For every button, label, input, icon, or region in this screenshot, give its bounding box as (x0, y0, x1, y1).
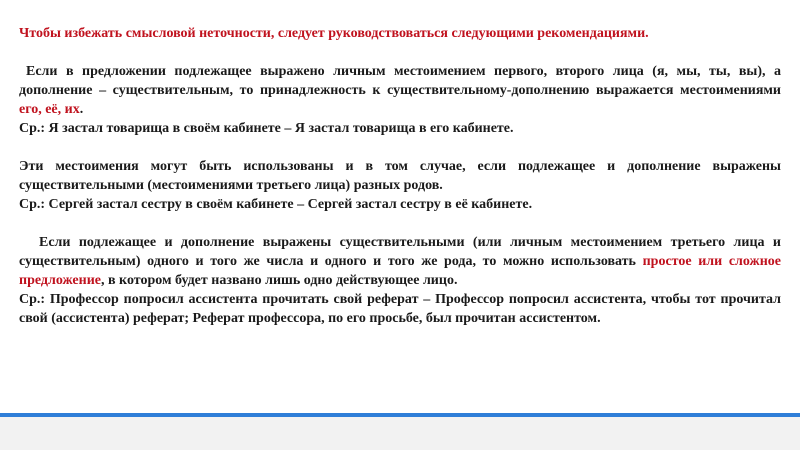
example-1: Ср.: Я застал товарища в своём кабинете – Я застал товарища в его кабинете. (19, 121, 514, 136)
example-2: Ср.: Сергей застал сестру в своём кабинете – Сергей застал сестру в её кабинете. (19, 197, 533, 212)
spacer (19, 138, 781, 157)
rule-text-3: Если подлежащее и дополнение выражены существительными (или личным местоимением третьего лица и существительным) одного и того же числа и одного и того же рода, то можно использовать (19, 235, 781, 269)
footer-accent-line (0, 413, 800, 417)
rule-text-1: Если в предложении подлежащее выражено личным местоимением первого, второго лица (я, мы, ты, вы), а дополнение – существительным, то принадлежность к существительному-дополнению выражается местоимениями (19, 64, 781, 98)
slide-content (19, 24, 781, 328)
highlight-pronouns: его, её, их (19, 102, 80, 117)
highlight-sentence-type: простое или сложное предложение (19, 254, 781, 288)
footer-bar (0, 413, 800, 450)
example-3: Ср.: Профессор попросил ассистента прочитать свой реферат – Профессор попросил ассистента, чтобы тот прочитал свой (ассистента) реферат; Реферат профессора, по его просьбе, был прочитан ассистентом. (19, 292, 781, 326)
rule-paragraph-1 (19, 62, 781, 119)
rule-end-1: . (79, 102, 84, 117)
rule-paragraph-3 (19, 233, 781, 290)
spacer (19, 214, 781, 233)
rule-paragraph-2: Эти местоимения могут быть использованы и в том случае, если подлежащее и дополнение выражены существительными (местоимениями третьего лица) разных родов. (19, 159, 781, 193)
rule-end-3: , в котором будет названо лишь одно действующее лицо. (101, 273, 458, 288)
slide-heading: Чтобы избежать смысловой неточности, следует руководствоваться следующими рекомендациями. (19, 26, 649, 41)
